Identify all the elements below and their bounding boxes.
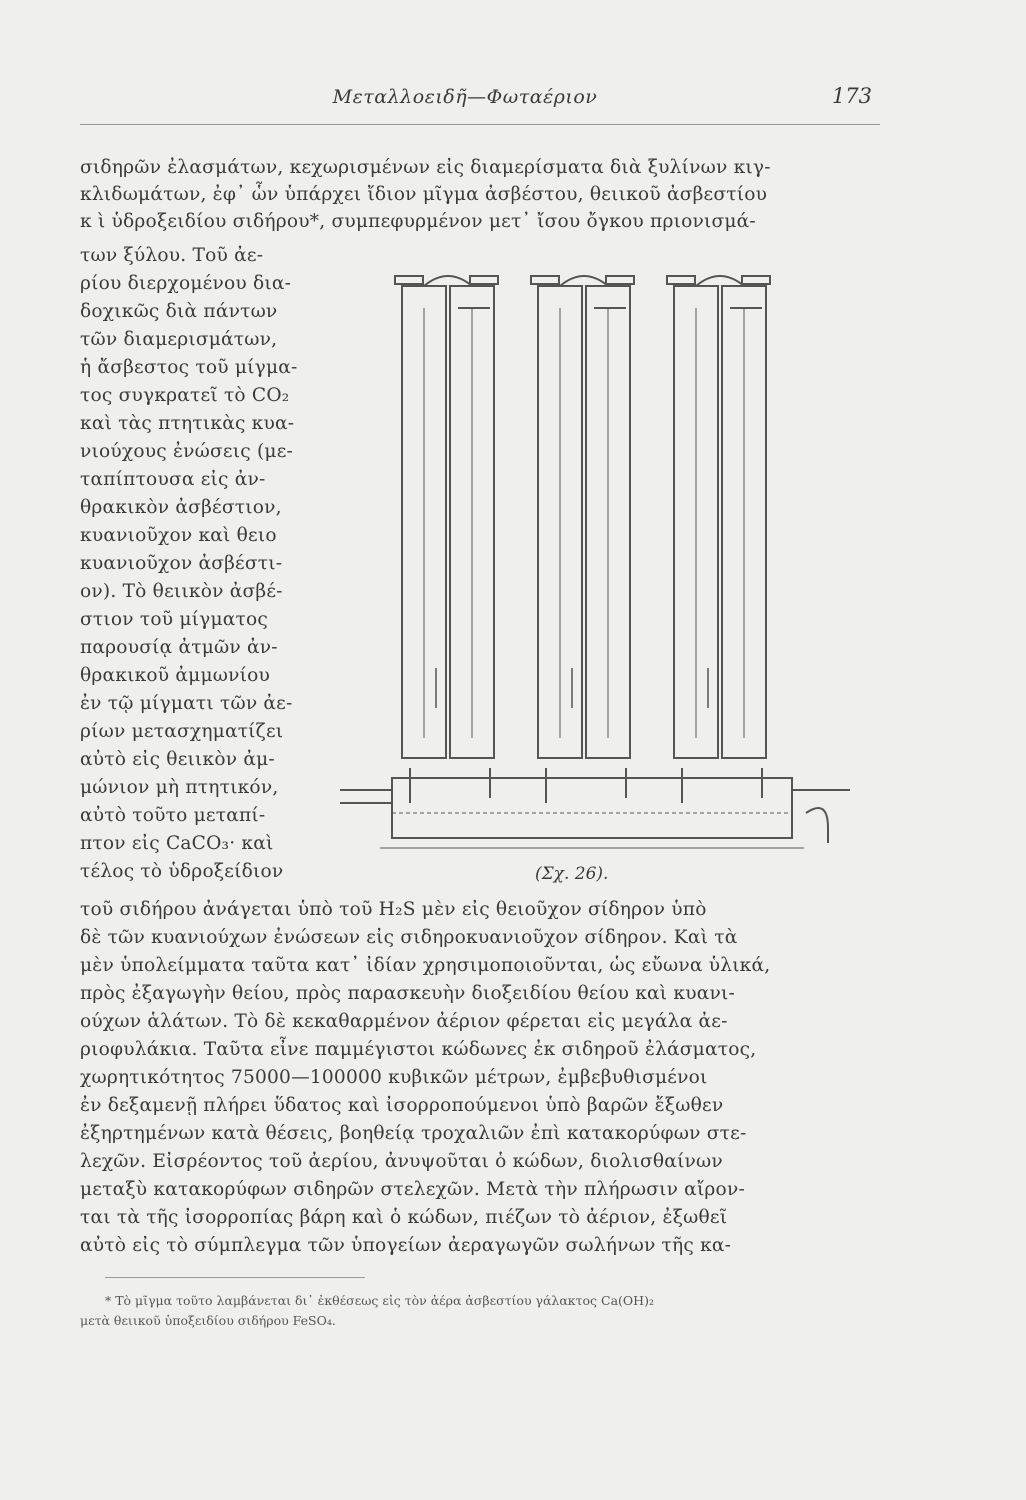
text-line: θρακικὸν ἀσβέστιον,: [80, 497, 282, 518]
running-head: [80, 86, 880, 120]
text-line: δοχικῶς διὰ πάντων: [80, 301, 278, 322]
text-line: δὲ τῶν κυανιούχων ἐνώσεων εἰς σιδηροκυανιοῦχον σίδηρον. Καὶ τὰ: [80, 927, 738, 948]
text-line: μώνιον μὴ πτητικόν,: [80, 777, 279, 798]
text-line: ον). Τὸ θειικὸν ἀσβέ-: [80, 581, 283, 602]
text-line: στιον τοῦ μίγματος: [80, 609, 268, 630]
text-line: τοῦ σιδήρου ἀνάγεται ὑπὸ τοῦ H₂S μὲν εἰς θειοῦχον σίδηρον ὑπὸ: [80, 899, 707, 920]
text-line: νιούχους ἐνώσεις (με-: [80, 441, 294, 462]
text-line: ἐν δεξαμενῇ πλήρει ὕδατος καὶ ἰσορροπούμενοι ὑπὸ βαρῶν ἔξωθεν: [80, 1095, 724, 1116]
column-group-3: [667, 276, 770, 803]
text-line: τος συγκρατεῖ τὸ CO₂: [80, 385, 290, 406]
text-line: μὲν ὑπολείμματα ταῦτα κατ᾽ ἰδίαν χρησιμοποιοῦνται, ὡς εὔωνα ὑλικά,: [80, 955, 771, 976]
running-title: Μεταλλοειδῆ—Φωταέριον: [332, 86, 598, 108]
text-line: πτον εἰς CaCO₃· καὶ: [80, 833, 274, 854]
footnote-line: * Τὸ μῖγμα τοῦτο λαμβάνεται δι᾽ ἐκθέσεως εἰς τὸν ἀέρα ἀσβεστίου γάλακτος Ca(OH)₂: [105, 1293, 654, 1308]
text-line: πρὸς ἐξαγωγὴν θείου, πρὸς παρασκευὴν διοξειδίου θείου καὶ κυανι-: [80, 983, 735, 1004]
text-line: ται τὰ τῆς ἰσορροπίας βάρη καὶ ὁ κώδων, πιέζων τὸ ἀέριον, ἐξωθεῖ: [80, 1207, 728, 1228]
purifier-diagram: [340, 268, 860, 868]
text-line: τέλος τὸ ὑδροξείδιον: [80, 861, 284, 882]
text-line: καὶ τὰς πτητικὰς κυα-: [80, 413, 295, 434]
text-line: ἡ ἄσβεστος τοῦ μίγμα-: [80, 357, 298, 378]
text-line: κ ὶ ὑδροξειδίου σιδήρου*, συμπεφυρμένον μετ᾽ ἴσου ὄγκου πριονισμά-: [80, 211, 756, 232]
text-line: ταπίπτουσα εἰς ἀν-: [80, 469, 266, 490]
text-line: ἐν τῷ μίγματι τῶν ἀε-: [80, 693, 293, 714]
footnote-rule: [105, 1277, 365, 1278]
text-line: κυανιοῦχον ἀσβέστι-: [80, 553, 283, 574]
footnote-line: μετὰ θειικοῦ ὑποξειδίου σιδήρου FeSO₄.: [80, 1313, 336, 1328]
text-line: ρίων μετασχηματίζει: [80, 721, 284, 742]
text-line: χωρητικότητος 75000—100000 κυβικῶν μέτρων, ἐμβεβυθισμένοι: [80, 1067, 708, 1088]
text-line: σιδηρῶν ἐλασμάτων, κεχωρισμένων εἰς διαμερίσματα διὰ ξυλίνων κιγ-: [80, 157, 771, 178]
text-line: ριοφυλάκια. Ταῦτα εἶνε παμμέγιστοι κώδωνες ἐκ σιδηροῦ ἐλάσματος,: [80, 1039, 757, 1060]
text-line: κλιδωμάτων, ἐφ᾽ ὧν ὑπάρχει ἴδιον μῖγμα ἀσβέστου, θειικοῦ ἀσβεστίου: [80, 184, 768, 205]
text-line: τῶν διαμερισμάτων,: [80, 329, 278, 350]
text-line: μεταξὺ κατακορύφων σιδηρῶν στελεχῶν. Μετὰ τὴν πλήρωσιν αἴρον-: [80, 1179, 745, 1200]
text-line: ρίου διερχομένου δια-: [80, 273, 292, 294]
page-number: 173: [831, 84, 872, 108]
text-line: αὐτὸ εἰς θειικὸν ἀμ-: [80, 749, 275, 770]
text-line: ούχων ἁλάτων. Τὸ δὲ κεκαθαρμένον ἀέριον φέρεται εἰς μεγάλα ἀε-: [80, 1011, 728, 1032]
header-rule: [80, 124, 880, 125]
figure-caption: (Σχ. 26).: [535, 864, 609, 884]
text-line: ἐξηρτημένων κατὰ θέσεις, βοηθείᾳ τροχαλιῶν ἐπὶ κατακορύφων στε-: [80, 1123, 747, 1144]
text-line: αὐτὸ τοῦτο μεταπί-: [80, 805, 266, 826]
text-line: κυανιοῦχον καὶ θειο: [80, 525, 277, 546]
text-line: παρουσίᾳ ἀτμῶν ἀν-: [80, 637, 278, 658]
text-line: θρακικοῦ ἀμμωνίου: [80, 665, 271, 686]
text-line: λεχῶν. Εἰσρέοντος τοῦ ἀερίου, ἀνυψοῦται ὁ κώδων, διολισθαίνων: [80, 1151, 723, 1172]
text-line: αὐτὸ εἰς τὸ σύμπλεγμα τῶν ὑπογείων ἀεραγωγῶν σωλήνων τῆς κα-: [80, 1235, 732, 1256]
column-group-2: [531, 276, 634, 803]
text-line: των ξύλου. Τοῦ ἀε-: [80, 245, 264, 266]
column-group-1: [395, 276, 498, 803]
